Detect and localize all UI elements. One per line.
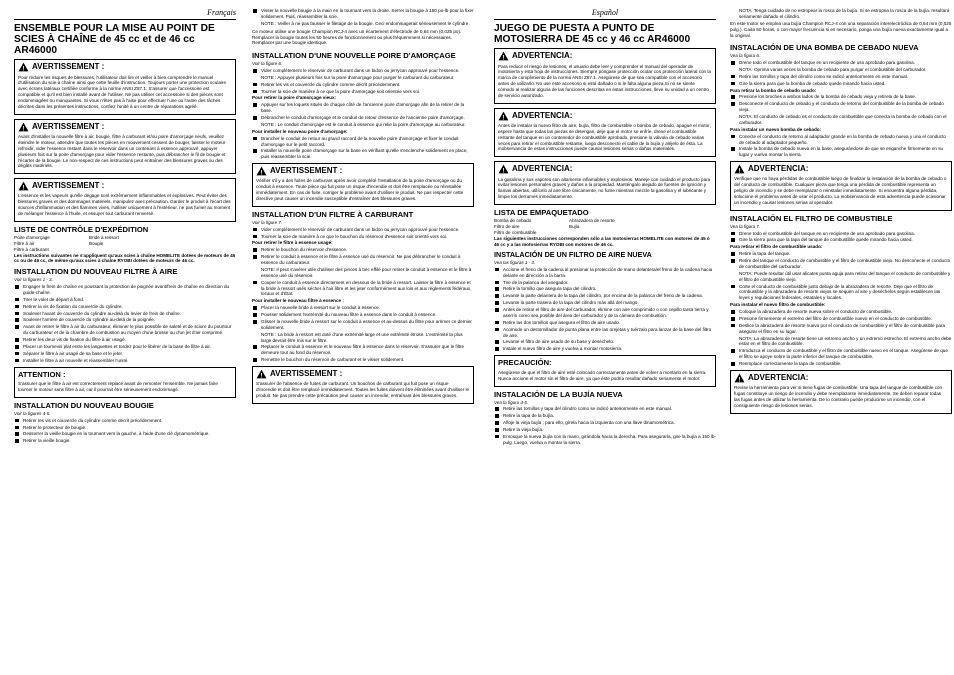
list-item: Levante la parte delantera de la tapa del cilindro, por encima de la palanca del freno de la cadena.	[494, 293, 716, 299]
subheading: Pour retirer la poire d'amorçage vieux:	[252, 95, 337, 101]
step-list	[252, 8, 474, 20]
section-heading: LISTA DE EMPAQUETADO	[494, 208, 589, 218]
subheading: Pour installer le nouveau filtre à essence :	[252, 298, 344, 304]
warning-box	[494, 48, 716, 103]
section-heading: INSTALACIÓN DE UN FILTRO DE AIRE NUEVA	[494, 250, 652, 260]
step-list	[252, 305, 474, 331]
models-note: Les instructions suivantes ne s'appliquent qu'aux scies à chaîne HOMELITE dotées de moteurs de 45 cc ou de 46 cc, de même qu'aux scies à chaîne RYOBI dotées de moteurs de 46 cc.	[14, 252, 236, 264]
list-item: Afloje la vieja bujía ; para ello, gírela hacia la izquierda con una llave dinamométrica.	[494, 420, 716, 426]
list-item: Instale el nuevo filtro de aire y vuelva a montar motosierra.	[494, 346, 716, 352]
warning-title: ADVERTENCIA:	[748, 372, 809, 382]
note-text: NOTE : Appuyer plusieurs fois sur la poire d'amorçage pour purger le carburant du carburateur.	[261, 74, 455, 80]
warning-title: ADVERTENCIA:	[512, 110, 573, 120]
warning-title: ADVERTENCIA:	[512, 164, 573, 174]
list-item: Tirer le volet de départ à fond.	[14, 297, 236, 303]
step-list	[252, 280, 474, 298]
section-heading: INSTALLATION D'UN FILTRE À CARBURANT	[252, 209, 414, 219]
list-item: Retirer la vis de fixation du couvercle du cylindre.	[14, 304, 236, 310]
step-list	[252, 344, 474, 363]
list-item: Remettre le bouchon du réservoir de carburant et le visser solidement.	[252, 357, 474, 363]
step-list	[730, 348, 952, 367]
warning-triangle-icon	[498, 111, 509, 121]
warning-triangle-icon	[18, 62, 29, 72]
list-item: Conecte el conducto de retorno al adaptador grande en la bomba de cebado nueva y una el conducto de cebado al adaptador pequeño.	[730, 134, 952, 146]
step-list	[730, 309, 952, 335]
warning-triangle-icon	[498, 164, 509, 174]
list-item: Enrosque la nueva bujía con la mano, girándola hacia la derecha. Para asegurarla, gire la bujía a 150 lb-pulg. Luego, vuelva a montar la sierra.	[494, 434, 716, 446]
list-item: Gire la sierra para que la tapa del tanque de combustible quede mirando hacia usted.	[730, 237, 952, 243]
warning-triangle-icon	[18, 122, 29, 132]
warning-title: AVERTISSEMENT :	[270, 369, 343, 379]
list-item: Installer la nouvelle poire d'amorçage sur la base en vérifiant qu'elle s'enclenche solidement en place, puis réassembler la scie.	[252, 148, 474, 160]
warning-box	[730, 161, 952, 211]
svg-text:!: !	[22, 185, 25, 192]
list-item: Soulever l'arrière de couvercle du cylindre au-delà de la poignée.	[14, 317, 236, 323]
list-item: Retirer le protecteur de bougie.	[14, 425, 236, 431]
warning-text: Antes de instalar la nuevo filtro de aire, bujía, filtro de combustible o bomba de cebado, apague el motor, espere hasta que todas las piezas se detengan, deje que el motor se enfríe, drene el combustible restante del tanque en un contenedor de combustible aprobado, presione la válvula de cebado varias veces para retirar el combustible restante, luego desconecte el cable de la bujía y aléjelo de ésta. La inobservancia de estas instrucciones puede causar lesiones serias o daños materiales.	[498, 122, 711, 152]
attention-text: S'assurer que le filtre à air est correctement replacé avant de remonter l'ensemble. Ne jamais faire tourner le moteur sans filtre à air, car il pourrait être sérieusement endommagé.	[18, 381, 218, 393]
spanish-column-1	[494, 8, 716, 447]
list-item: Engager le frein de chaîne en poussant la protection de poignée avant/frein de chaîne en direction du guide-chaîne.	[14, 284, 236, 296]
warning-text: Para reducir el riesgo de lesiones, el usuario debe leer y comprender el manual del operador de motosierra y esta hoja de instrucciones. Siempre póngase protección ocular con protección lateral con la marca de cumplimiento de la norma ANSI Z87.1. Asegúrese de que sea compatible con el accesorio antes de utilizarlo. No use este accesorio si está dañado o si le falta alguna pieza.Si no se siente cómodo al realizar alguna de las funciones descritas en estas instrucciones, lleve su unidad a un centro de servicio autorizado.	[498, 63, 711, 98]
list-item: Corte el conducto de combustible justo debajo de la abrazadera de resorte. Deje que el filtro de combustible y la abrazadera de resorte viejos se sequen al aire y deséchelos según establecen las leyes y regulaciones federales, estatales y locales.	[730, 284, 952, 302]
figure-ref: Voir la figure 6.	[252, 61, 283, 67]
subheading: Para instalar el nuevo filtro de combustible:	[730, 302, 826, 308]
figure-ref: Voir la figures 1 - 3.	[14, 277, 53, 283]
paragraph: En este motor se emplea una bujía Champion RCJ-4 con una separación interelectródica de 0,64 mm (0,025 pulg.). Cada 50 horas, o con mayor frecuencia si es necesario, ponga una bujía nueva exactamente igual a la original.	[730, 20, 952, 38]
list-item: Retirer les vis et couvercle du cylindre comme décrit précédemment.	[14, 418, 236, 424]
figure-ref: Vea la figura 4-5.	[494, 399, 529, 405]
list-item: Couper le conduit à essence directement en dessous de la bride à ressort. Laisser la filtre à essence et la bride à ressort usés sécher à l'air libre et les jeter conformément aux lois et aux règlements fédéraux, locaux et d'État.	[252, 280, 474, 298]
step-list	[252, 102, 474, 121]
note-text: NOTE : La bride à ressort est doté d'une extrémité large et une extrémité étroite. L'extrémité la plus large devrait être mis sur le filtre.	[261, 331, 463, 343]
list-item: Retirer la vieille bougie.	[14, 438, 236, 444]
spanish-column-2	[730, 8, 952, 418]
list-item: Pousser solidement l'extrémité du nouveau filtre à essence dans le conduit à essence.	[252, 312, 474, 318]
warning-text: L'essence et les vapeurs qu'elle dégage sont extrêmement inflammables et explosives. Peut éviter des blessures graves et des dommages matériels, manipulez avec précaution. Garder le produit à l'écart des sources d'inflammation et des flammes vives, l'utiliser uniquement à l'extérieur, ne pas fumer au moment de mélanger l'essence à l'huile, et essuyer tout carburant renversé.	[18, 193, 231, 217]
warning-triangle-icon	[498, 51, 509, 61]
warning-title: AVERTISSEMENT :	[270, 166, 343, 176]
step-list	[730, 251, 952, 270]
warning-text: Avant d'installer la nouvelle filtre à air, bougie, filtre à carburant et/ou poire d'amorçage neufs, veuillez éteindre le moteur, attendre que toutes les pièces en mouvement cessent de bouger, laisser le moteur refroidir, vider l'essence restant dans le réservoir dans un contenant à essence approuvé, appuyer plusieurs fois sur la poire d'amorçage pour vider l'essence restante, puis débrancher le fil de bougie et l'écarter de la bougie. Le non-respect de ces instructions peut entraîner des blessures graves ou des dégâts matériels.	[18, 134, 226, 169]
list-item: Soulever l'avant de couvercle du cylindre au-delà du levier de frein de chaîne.	[14, 311, 236, 317]
list-item: Vider complètement le réservoir de carburant dans un bidon ou jerrycan approuvé pour l'essence.	[252, 68, 474, 74]
svg-text:!: !	[502, 115, 505, 121]
checklist-row: Poire d'amorçage Bride à ressort	[14, 234, 119, 240]
list-item: Reemplace correctamente la tapa de combustible.	[730, 361, 952, 367]
figure-ref: Voir la figure 7.	[252, 219, 283, 225]
list-item: Desconecte el conducto de cebado y el conducto de retorno del combustible de la bomba de cebado vieja.	[730, 101, 952, 113]
warning-triangle-icon	[18, 181, 29, 191]
section-heading: INSTALACIÓN DE UNA BOMBA DE CEBADO NUEVA	[730, 43, 919, 53]
list-item: Gire la sierra para que la bomba de cebado quede mirando hacia usted.	[730, 81, 952, 87]
list-item: Débrancher le conduit d'amorçage et le conduit de retour d'essence de l'ancienne poire d'amorçage.	[252, 115, 474, 121]
note-text: NOTA: Oprima varias veces la bomba de cebado para purgar el combustible del carburador.	[739, 66, 927, 72]
warning-box	[494, 161, 716, 205]
paragraph: Ce moteur utilise une bougie Champion RCJ-4 avec un écartement d'électrode de 0,64 mm (0,025 po). Remplacer la bougie toutes les 50 heures de fonctionnement ou plus fréquemment si nécessaires. Remplacer par une bougie identique.	[252, 28, 462, 46]
subheading: Para retirar la bomba de cebado usado:	[730, 87, 817, 93]
section-heading: INSTALLATION DU NOUVEAU BOUGIE	[14, 401, 154, 411]
list-item: Antes de retirar el filtro de aire del carburador, elimine con aire comprimido o con cepillo tanta tierra y aserrín como sea posible del área del carburador y de la cámara de combustión.	[494, 307, 716, 319]
subheading: Para retirar el filtro de combustible usado:	[730, 244, 823, 250]
section-heading: INSTALACIÓN DE LA BUJÍA NUEVA	[494, 389, 623, 399]
list-item: Tourner la scie de manière à ce que le bouchon du réservoir d'essence soit orienté vers soi.	[252, 234, 474, 240]
list-item: Retirer les deux vis de fixation du filtre à air usagé.	[14, 337, 236, 343]
list-item: Séparer le filtre à air usagé de sa base et le jeter.	[14, 351, 236, 357]
step-list	[730, 94, 952, 113]
warning-title: ADVERTENCIA:	[748, 164, 809, 174]
subheading: Para instalar un nuevo bomba de cebado:	[730, 126, 822, 132]
caution-text: Asegúrese de que el filtro de aire esté colocado correctamente antes de volver a montarlo en la sierra. Nunca accione el motor sin el filtro de aire, ya que éste podría resultar dañado seriamente el motor.	[498, 369, 707, 381]
checklist-row: Filtre à carburant	[14, 246, 49, 252]
list-item: Placer la nouvelle bride à ressort sur le conduit à essence.	[252, 305, 474, 311]
warning-text: S'assurer de l'absence de fuites de carburant. Un bouchon de carburant qui fuit pose un risque d'incendie et doit être remplacé immédiatement. Toutes les fuites doivent être éliminées avant d'utiliser le produit. Ne pas prendre cette précaution peut causer un incendie, entraînant des blessures graves.	[256, 381, 470, 399]
warning-box	[14, 178, 236, 222]
list-item: Presione los broches a ambos lados de la bomba de cebado vieja y retírela de la base.	[730, 94, 952, 100]
page-title: ENSEMBLE POUR LA MISE AU POINT DE SCIES À CHAÎNE de 45 cc et de 46 cc AR46000	[14, 23, 215, 57]
subheading: Pour retirer le filtre à essence usagé:	[252, 240, 333, 246]
list-item: Accione el freno de la cadena al presionar la protección de mano delantera/el freno de la cadena hacia delante en dirección a la barra.	[494, 267, 716, 279]
section-heading: INSTALACIÓN EL FILTRO DE COMBUSTIBLE	[730, 213, 893, 223]
step-list	[494, 406, 716, 445]
warning-text: Vérifier s'il y a des fuites de carburant après avoir complété l'installation de la poire d'amorçage ou du conduit à essence. Toute pièce qui fuit pose un risque d'incendie et doit être remplacée ou réinstallée immédiatement. En cas de fuite, corriger le problème avant d'utiliser le produit. Ne pas respecter cette directive peut causer un incendie susceptible d'entraîner des blessures graves.	[256, 178, 464, 202]
list-item: Vider complètement le réservoir de carburant dans un bidon ou jerrycan approuvé pour l'essence.	[252, 227, 474, 233]
list-item: Tourner la scie de manière à ce que la poire d'amorçage soit orientée vers soi.	[252, 89, 474, 95]
checklist-row: Filtro de aire Bujía	[494, 223, 580, 229]
list-item: Installer le filtre à air nouvelle et réassembler l'unité.	[14, 358, 236, 364]
step-list	[252, 136, 474, 161]
note-text: NOTA: La abrazadera de resorte tiene un extremo ancho y un extremo estrecho. El extremo ancho debe estar en el filtro de combustible.	[739, 335, 952, 347]
list-item: Levante la parte trasera de la tapa del cilindro más allá del mango.	[494, 300, 716, 306]
figure-ref: Vea las figuras 1 - 3.	[494, 260, 536, 265]
section-heading: INSTALLATION D'UNE NOUVELLE POIRE D'AMORÇAGE	[252, 51, 456, 61]
list-item: Retirer le bouchon du réservoir d'essence.	[252, 247, 474, 253]
list-item: Retire las tornillos y tapa del cilindro como se indicó anteriormente en este manual.	[494, 406, 716, 412]
step-list	[494, 267, 716, 352]
list-item: Retirer le conduit à essence et le filtre à essence usé du réservoir. Ne pas débrancher le conduit à essence du carburateur.	[252, 254, 474, 266]
french-column-2	[252, 8, 474, 408]
french-column-1	[14, 8, 236, 445]
svg-text:!: !	[502, 168, 505, 175]
list-item: Tire de la palanca del anegador.	[494, 280, 716, 286]
list-item: Introduzca el conducto de combustible y el filtro de combustible nuevo en el tanque. Asegúrese de que el filtro se apoye sobre la parte inferior del tanque de combustible.	[730, 348, 952, 360]
list-item: Retire las dos tornillos que asegura el filtro de aire usado.	[494, 320, 716, 326]
warning-title: AVERTISSEMENT :	[32, 121, 105, 131]
step-list	[252, 247, 474, 266]
attention-box	[14, 367, 236, 398]
svg-text:!: !	[22, 126, 25, 132]
step-list	[14, 284, 236, 364]
list-item: Retire la tapa del tanque.	[730, 251, 952, 257]
svg-text:!: !	[22, 66, 25, 73]
step-list	[730, 60, 952, 66]
section-heading: INSTALLATION DU NOUVEAU FILTRE À AIRE	[14, 267, 178, 277]
note-text: NOTE : Le conduit d'amorçage est le conduit à essence qui relie la poire d'amorçage au carburateur.	[261, 121, 466, 127]
list-item: Retirer les vis et couvercle du cylindre comme décrit précédemment.	[252, 82, 474, 88]
figure-ref: Vea la figura 7.	[730, 223, 761, 229]
warning-text: Revise la herramienta para ver si tiene fugas de combustible. Una tapa del tanque de combustible con fugas constituye un riesgo de incendio y debe reemplazarse inmediatamente. Se deben reparar todas las fugas antes de utilizar la herramienta. De lo contrario puede producirse un incendio, con el consiguiente riesgo de lesiones serias.	[734, 385, 943, 408]
warning-box	[14, 59, 236, 114]
step-list	[730, 134, 952, 159]
warning-box	[252, 163, 474, 207]
svg-text:!: !	[738, 377, 741, 384]
note-text: NOTA: El conducto de cebado es el conducto de combustible que conecta la bomba de cebado con el carburador.	[739, 114, 947, 125]
step-list	[730, 74, 952, 87]
note-text: NOTE : Veiller à ne pas fausser le filetage de la bougie. Ceci endommagerait sérieusement le cylindre.	[261, 20, 470, 26]
note-text: NOTE: Il peut s'avérer utile d'utiliser des pinces à bec effilé pour retirer le conduit à essence et le filtre à essence usé du réservoir.	[261, 266, 472, 278]
list-item: Instale la bomba de cebado nueva en la base, asegurándose de que se enganche firmemente en su lugar y vuelva montar la sierra.	[730, 146, 952, 158]
section-heading: LISTE DE CONTRÔLE D'EXPÉDITION	[14, 224, 149, 234]
step-list	[252, 82, 474, 95]
warning-triangle-icon	[256, 369, 267, 379]
list-item: Retire las tornillos y tapa del cilindro como se indicó anteriormente en este manual.	[730, 74, 952, 80]
list-item: Acomode un destornillador de punta plana entre las orejetas y tuérzalo para lanzar de la base del filtro de aire.	[494, 327, 716, 339]
list-item: Retire la tapa de la bujía.	[494, 413, 716, 419]
warning-box	[494, 108, 716, 158]
svg-text:!: !	[260, 170, 263, 177]
language-label: Español	[494, 8, 716, 20]
warning-triangle-icon	[734, 373, 745, 383]
warning-box	[14, 119, 236, 174]
list-item: Deslice la abrazadera de resorte nueva por el conducto de combustible y el filtro de combustible para asegurar el filtro en su lugar.	[730, 323, 952, 335]
warning-title: AVERTISSEMENT :	[32, 181, 105, 191]
note-text: NOTA: Tenga cuidado de no estropear la rosca de la bujía. Si se estropea la rosca de la bujía, resultará seriamente dañado el cilindro.	[739, 8, 950, 19]
list-item: Retire la tornillo que asegura tapa del cilindro.	[494, 286, 716, 292]
warning-triangle-icon	[734, 164, 745, 174]
caution-title: PRECAUCIÓN:	[498, 358, 552, 368]
step-list	[730, 284, 952, 302]
svg-text:!: !	[502, 55, 505, 62]
figure-ref: Vea la figura 6.	[730, 53, 761, 59]
list-item: Drene todo el combustible del tanque en un recipiente de uso aprobado para gasolina.	[730, 231, 952, 237]
warning-title: AVERTISSEMENT :	[32, 62, 105, 72]
checklist-row: Filtro de combustible	[494, 229, 537, 235]
models-note: Las siguientes instrucciones corresponden sólo a las motosierras HOMELITE con motores de 45 ó 46 cc y a las motosierras RYOBI con motores de 46 cc.	[494, 235, 710, 247]
warning-text: La gasolina y sus vapores son altamente inflamables y explosivos. Maneje con cuidado el producto para evitar lesiones personales graves y daños a la propiedad. Manténgalo alejado de fuentes de ignición y llamas abiertas, utilícelo al aire libre únicamente, no fume mientras mezcle la gasolina y el lubricante y limpie los derrames inmediatamente.	[498, 176, 711, 200]
checklist-row: Filtre à air Bougie	[14, 240, 104, 246]
list-item: Presione firmemente el extremo del filtro de combustible nuevo en el conducto de combustible.	[730, 316, 952, 322]
list-item: Desserrer la vieille bougie en la tournant vers la gauche, à l'aide d'une clé dynamométrique.	[14, 431, 236, 437]
list-item: Replacer le conduit à essence et le nouveau filtre à essence dans le réservoir. S'assurer que le filtre demeure tout au fond du réservoir.	[252, 344, 474, 356]
warning-box	[252, 366, 474, 404]
warning-title: ADVERTENCIA:	[512, 51, 573, 61]
warning-box	[730, 370, 952, 414]
attention-title: ATTENTION :	[18, 369, 66, 379]
step-list	[252, 227, 474, 240]
list-item: Levante el filtro de aire usado de su base y deséchelo.	[494, 339, 716, 345]
list-item: Drene todo el combustible del tanque en un recipiente de uso aprobado para gasolina.	[730, 60, 952, 66]
checklist-row: Bomba de cebado Abrazadera de resorte	[494, 218, 615, 224]
note-text: NOTA: Puede resultar útil usar alicates punta aguja para retirar del tanque el conducto de combustible y el filtro de combustible viejo.	[739, 270, 951, 282]
step-list	[252, 68, 474, 74]
warning-text: Pour réduire les risques de blessures, l'utilisateur doit lire et veiller à bien comprendre le manuel d'utilisation du scie à chaîne ainsi que cette feuille d'instruction. Toujours porter une protection oculaire avec écrans latéraux certifiée conforme à la norme ANSI Z87.1. S'assurer que l'accessoire est compatible et qu'il est bien installé avant de l'utiliser. Ne pas utiliser cet accessoire si des pièces sont endommagées ou manquantes. Si vous n'êtes pas à l'aise pour effectuer l'une ou l'autre des tâches décrites dans les présentes instructions, confiez l'unité à un centre de réparations agréé.	[18, 74, 227, 109]
list-item: Retire la vieja bujía.	[494, 427, 716, 433]
warning-text: Verifique que no haya pérdidas de combustible luego de finalizar la instalación de la bomba de cebado o del conducto de combustible. Cualquier pieza que tenga una pérdida de combustible representa un peligro de incendio y se debe reemplazar o reinstalar inmediatamente. Si encuentra alguna pérdida, solucione el problema antes de usar el producto. La inobservancia de esta advertencia puede ocasionar un incendio y causar lesiones serias al operador.	[734, 176, 947, 205]
svg-text:!: !	[738, 168, 741, 175]
list-item: Avant de retirer le filtre à air du carburateur, éliminer le plus possible de saleté et de sciure du pourtour du carburateur et de la chambre de combustion au moyen d'une brosse ou d'un jet d'air comprimé.	[14, 324, 236, 336]
subheading: Pour installer le nouveau poire d'amorçage:	[252, 128, 348, 134]
list-item: Visser la nouvelle bougie à la main en la tournant vers la droite. Serrer la bougie à 150 po-lb pour la fixer solidement. Puis, réassembler la scie.	[252, 8, 474, 20]
list-item: Retire del tanque el conducto de combustible y el filtro de combustible viejo. No desconecte el conducto de combustible del carburador.	[730, 258, 952, 270]
warning-triangle-icon	[256, 166, 267, 176]
list-item: Appuyer sur les loquets situés de chaque côté de l'ancienne poire d'amorçage afin de la retirer de la base.	[252, 102, 474, 114]
figure-ref: Voir la figures 4-5.	[14, 410, 51, 416]
svg-text:!: !	[260, 373, 263, 380]
list-item: Placer un tournevis plat entre les languettes et tordez pour le libérer de la base de filtre à air.	[14, 344, 236, 350]
list-item: Coloque la abrazadera de resorte nueva sobre el conducto de combustible.	[730, 309, 952, 315]
step-list	[14, 418, 236, 445]
list-item: Glisser la nouvelle bride à ressort sur le conduit à essence et au-dessus du filtre pour arrimer ce dernier solidement.	[252, 319, 474, 331]
list-item: Brancher le conduit de retour au grand raccord de la nouvelle poire d'amorçage et fixer le conduit d'amorçage sur le petit raccord.	[252, 136, 474, 148]
language-label: Français	[14, 8, 236, 20]
step-list	[730, 231, 952, 244]
caution-box	[494, 355, 716, 386]
page-title: JUEGO DE PUESTA A PUNTO DE MOTOSIERRA DE 45 cc y 46 cc AR46000	[494, 23, 691, 46]
